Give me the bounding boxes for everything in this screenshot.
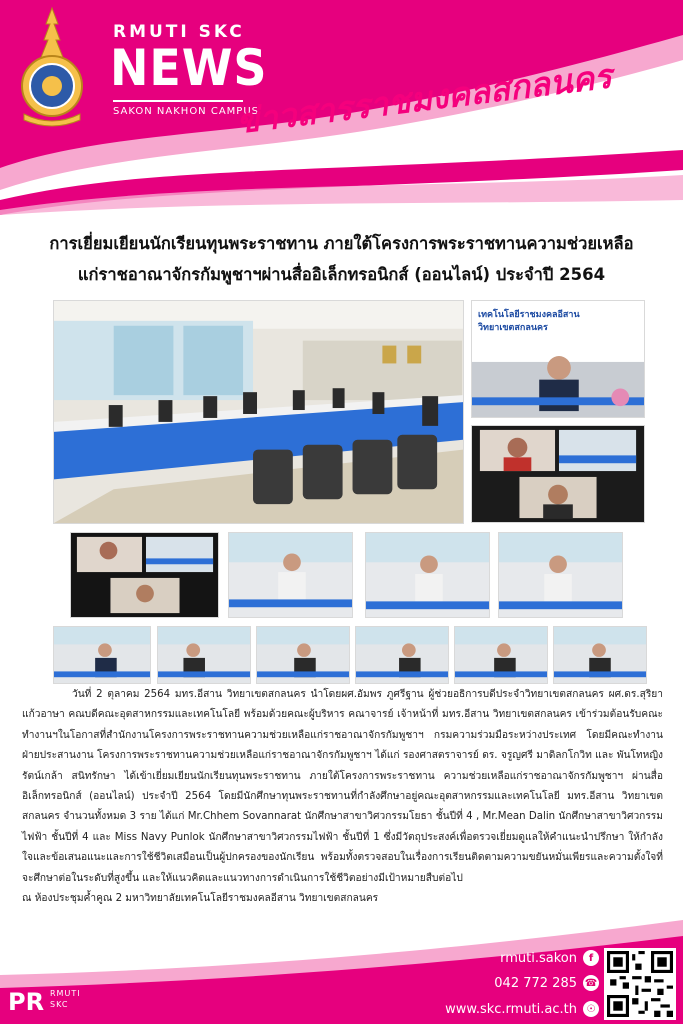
facebook-handle[interactable]: rmuti.sakon	[500, 950, 577, 966]
phone-icon: ☎	[583, 975, 599, 991]
pr-logo	[8, 988, 81, 1016]
university-logo	[14, 6, 90, 132]
headline-thai: ข่าวสารราชมงคลสกลนคร	[234, 56, 614, 142]
photo-thumb-2	[157, 626, 251, 684]
photo-presenter	[471, 300, 645, 418]
body-paragraph-2: ณ ห้องประชุมค้ำคูณ 2 มหาวิทยาลัยเทคโนโลยีราชมงคลอีสาน วิทยาเขตสกลนคร	[22, 893, 379, 905]
photo-student-3	[498, 532, 623, 618]
brand-news-text: NEWS	[110, 39, 268, 97]
pr-logo-rmuti: RMUTI	[50, 989, 81, 998]
brand-divider	[113, 100, 243, 102]
article-body	[22, 685, 663, 909]
title-line-1: การเยี่ยมเยียนนักเรียนทุนพระราชทาน ภายใต้โครงการพระราชทานความช่วยเหลือ	[49, 234, 634, 253]
photo-thumb-1	[53, 626, 151, 684]
photo-video-call	[471, 425, 645, 523]
screen-text-2: วิทยาเขตสกลนคร	[478, 323, 548, 333]
photo-student-1	[228, 532, 353, 618]
photo-meeting-room	[53, 300, 464, 524]
photo-student-2	[365, 532, 490, 618]
brand-sub-text: SAKON NAKHON CAMPUS	[113, 106, 259, 117]
header-banner	[0, 0, 683, 215]
globe-icon: ☉	[583, 1001, 599, 1017]
qr-code[interactable]	[604, 948, 676, 1020]
screen-text-1: เทคโนโลยีราชมงคลอีสาน	[478, 310, 580, 320]
photo-video-call-small	[70, 532, 219, 618]
body-paragraph-1: วันที่ 2 ตุลาคม 2564 มทร.อีสาน วิทยาเขตสกลนคร นำโดยผศ.อัมพร ภูศรีฐาน ผู้ช่วยอธิการบดีประจำวิทยาเขตสกลนคร ผศ.ดร.สุริยา แก้วอาษา คณบดีคณะอุตสาหกรรมและเทคโนโลยี พร้อมด้วยคณะผู้บริหาร คณาจารย์ เจ้าหน้าที่ มทร.อีสาน วิทยาเขตสกลนคร เข้าร่วมต้อนรับคณะทำงานฯในโอกาสที่สำนักงานโครงการพระราชทานความช่วยเหลือแก่ราชอาณาจักรกัมพูชาฯ กรมความร่วมมือระหว่างประเทศ โดยมีคณะทำงานฝ่ายประสานงาน โครงการพระราชทานความช่วยเหลือแก่ราชอาณาจักรกัมพูชาฯ ได้แก่ รองศาสตราจารย์ ดร. จรูญศรี มาดิลกโกวิท และ พันโทหญิงรัตน์เกล้า สนิทรักษา ได้เข้าเยี่ยมเยียนนักเรียนทุนพระราชทาน ภายใต้โครงการพระราชทาน ความช่วยเหลือแก่ราชอาณาจักรกัมพูชาฯ ผ่านสื่ออิเล็กทรอนิกส์ (ออนไลน์) ประจำปี 2564 โดยมีนักศึกษาทุนพระราชทานที่กำลังศึกษาอยู่คณะอุตสาหกรรมและเทคโนโลยี มทร.อีสาน วิทยาเขตสกลนคร จำนวนทั้งหมด 3 ราย ได้แก่ Mr.Chhem Sovannarat นักศึกษาสาขาวิศวกรรมโยธา ชั้นปีที่ 4 , Mr.Mean Dalin นักศึกษาสาขาวิศวกรรมไฟฟ้า ชั้นปีที่ 4 และ Miss Navy Punlok นักศึกษาสาขาวิศวกรรมไฟฟ้า ชั้นปีที่ 1 ซึ่งมีวัตถุประสงค์เพื่อตรวจเยี่ยมดูแลให้คำแนะนำปรึกษา ให้กำลังใจและข้อเสนอแนะและการใช้ชีวิตเสมือนเป็นผู้ปกครองของนักเรียน พร้อมทั้งตรวจสอบในเรื่องการเรียนติดตามความขยันหมั่นเพียรและความตั้งใจที่จะศึกษาต่อในระดับที่สูงขึ้น และให้แนวคิดและแนวทางการดำเนินการใช้ชีวิตอย่างมีเป้าหมายสืบต่อไป	[22, 689, 663, 884]
brand-top-text: RMUTI SKC	[113, 22, 245, 42]
pr-logo-big: PR	[8, 988, 45, 1016]
contact-phone[interactable]	[494, 975, 599, 991]
photo-thumb-4	[355, 626, 449, 684]
facebook-icon: f	[583, 950, 599, 966]
contact-website[interactable]	[445, 1001, 599, 1017]
photo-thumb-5	[454, 626, 548, 684]
title-line-2: แก่ราชอาณาจักรกัมพูชาฯผ่านสื่ออิเล็กทรอนิกส์ (ออนไลน์) ประจำปี 2564	[77, 265, 606, 284]
website-link[interactable]: www.skc.rmuti.ac.th	[445, 1001, 577, 1017]
pr-logo-skc: SKC	[50, 1000, 69, 1009]
photo-thumb-3	[256, 626, 350, 684]
phone-number[interactable]: 042 772 285	[494, 975, 577, 991]
footer-banner	[0, 900, 683, 1024]
article-title	[8, 228, 675, 290]
contact-facebook[interactable]	[500, 950, 599, 966]
photo-thumb-6	[553, 626, 647, 684]
